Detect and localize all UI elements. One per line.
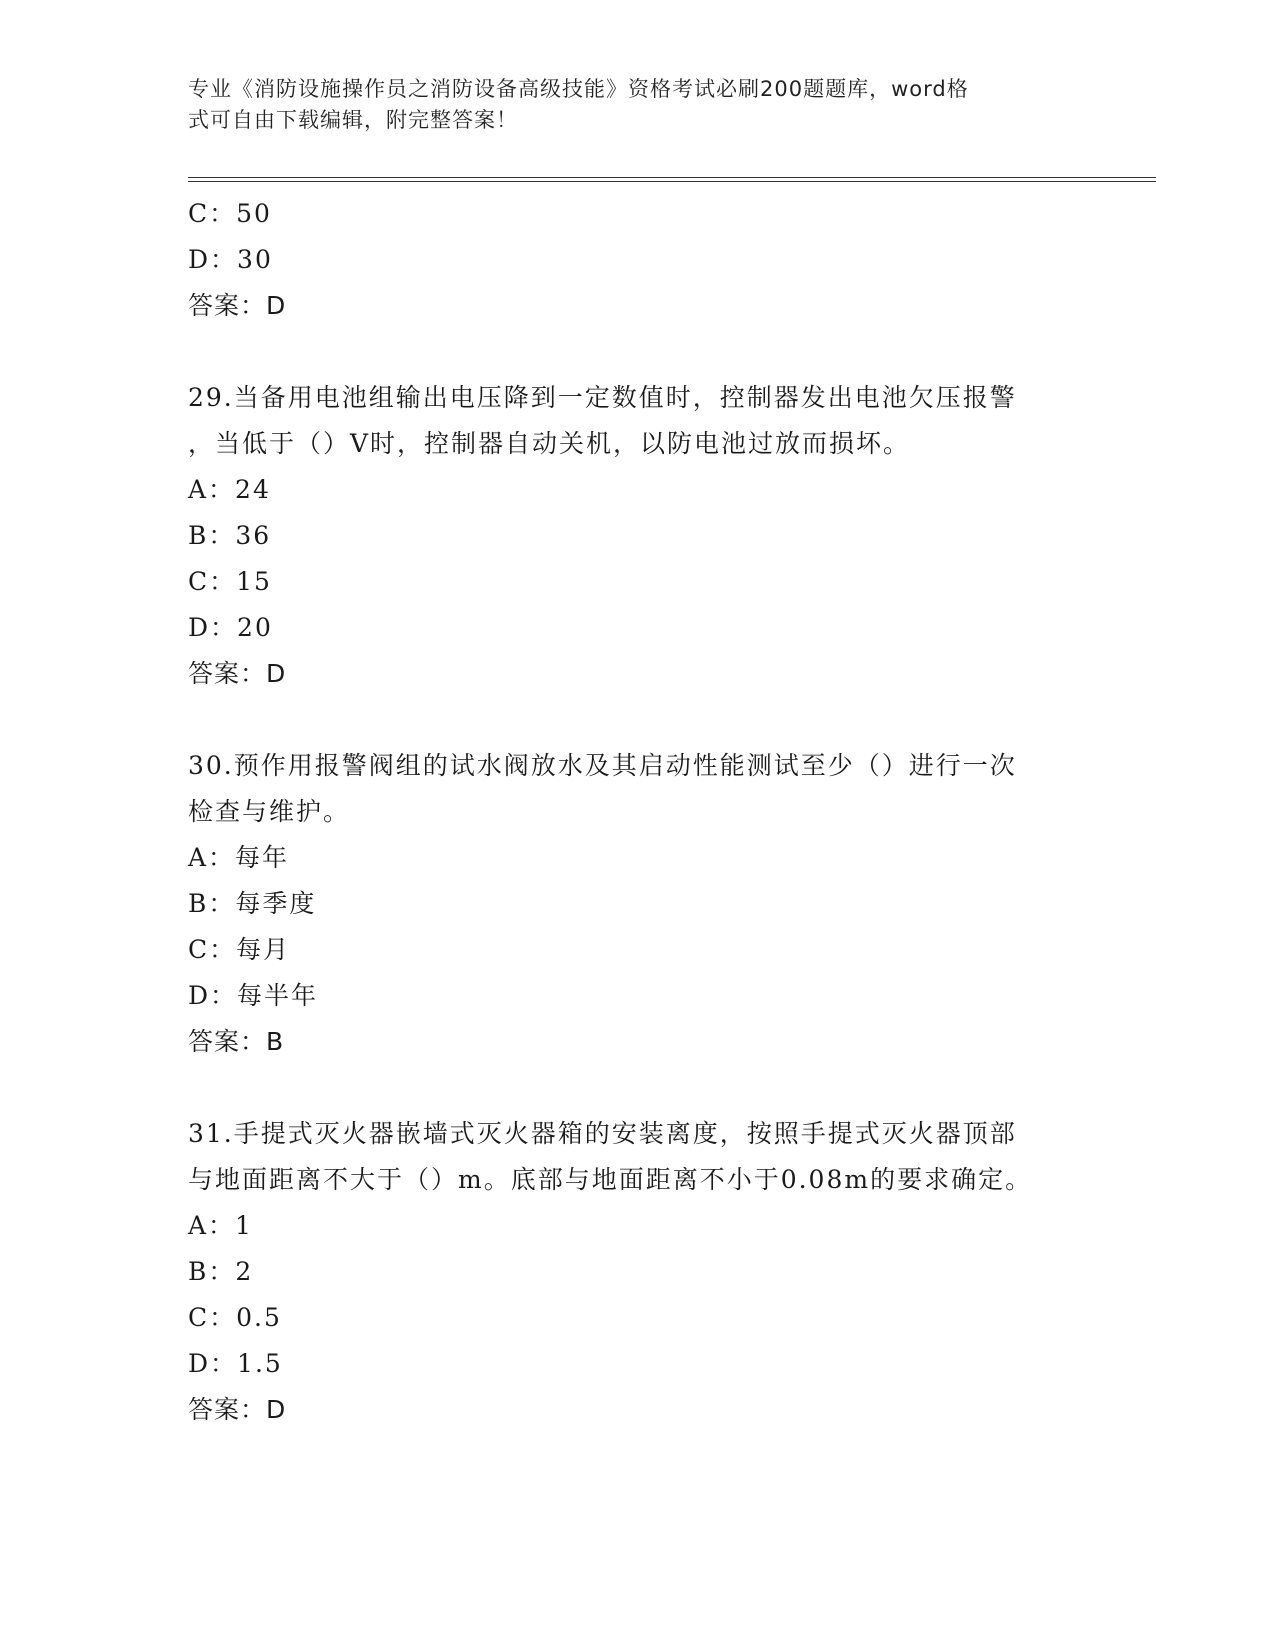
header-divider-bottom [188, 181, 1156, 182]
document-header [188, 74, 1068, 136]
option-b: B：36 [188, 521, 272, 550]
option-d: D：每半年 [188, 981, 319, 1010]
option-a: A：每年 [188, 843, 290, 872]
question-text-line-1: 31.手提式灭火器嵌墙式灭火器箱的安装离度，按照手提式灭火器顶部 [188, 1119, 1017, 1148]
question-text-line-2: 检查与维护。 [188, 797, 351, 826]
header-line-2: 式可自由下载编辑，附完整答案！ [188, 108, 518, 132]
header-line-1: 专业《消防设施操作员之消防设备高级技能》资格考试必刷200题题库，word格 [188, 77, 969, 101]
option-c: C：15 [188, 567, 272, 596]
answer-line: 答案：B [188, 1027, 285, 1056]
option-a: A：1 [188, 1211, 253, 1240]
question-text-line-1: 29.当备用电池组输出电压降到一定数值时，控制器发出电池欠压报警 [188, 383, 1017, 412]
question-31 [188, 1111, 1088, 1433]
option-d: D：1.5 [188, 1349, 283, 1378]
document-body [188, 191, 1088, 1433]
option-c: C：每月 [188, 935, 291, 964]
option-a: A：24 [188, 475, 271, 504]
option-b: B：2 [188, 1257, 254, 1286]
option-d: D：20 [188, 613, 273, 642]
option-c: C：50 [188, 199, 272, 228]
answer-line: 答案：D [188, 291, 287, 320]
question-text-line-2: ，当低于（）V时，控制器自动关机，以防电池过放而损坏。 [188, 429, 911, 458]
spacer [188, 697, 1088, 743]
option-d: D：30 [188, 245, 273, 274]
question-30 [188, 743, 1088, 1065]
previous-question-tail [188, 191, 1088, 329]
question-text-line-1: 30.预作用报警阀组的试水阀放水及其启动性能测试至少（）进行一次 [188, 751, 1017, 780]
header-divider-top [188, 177, 1156, 178]
spacer [188, 329, 1088, 375]
question-text-line-2: 与地面距离不大于（）m。底部与地面距离不小于0.08m的要求确定。 [188, 1165, 1033, 1194]
answer-line: 答案：D [188, 659, 287, 688]
option-c: C：0.5 [188, 1303, 282, 1332]
question-29 [188, 375, 1088, 697]
option-b: B：每季度 [188, 889, 317, 918]
spacer [188, 1065, 1088, 1111]
answer-line: 答案：D [188, 1395, 287, 1424]
